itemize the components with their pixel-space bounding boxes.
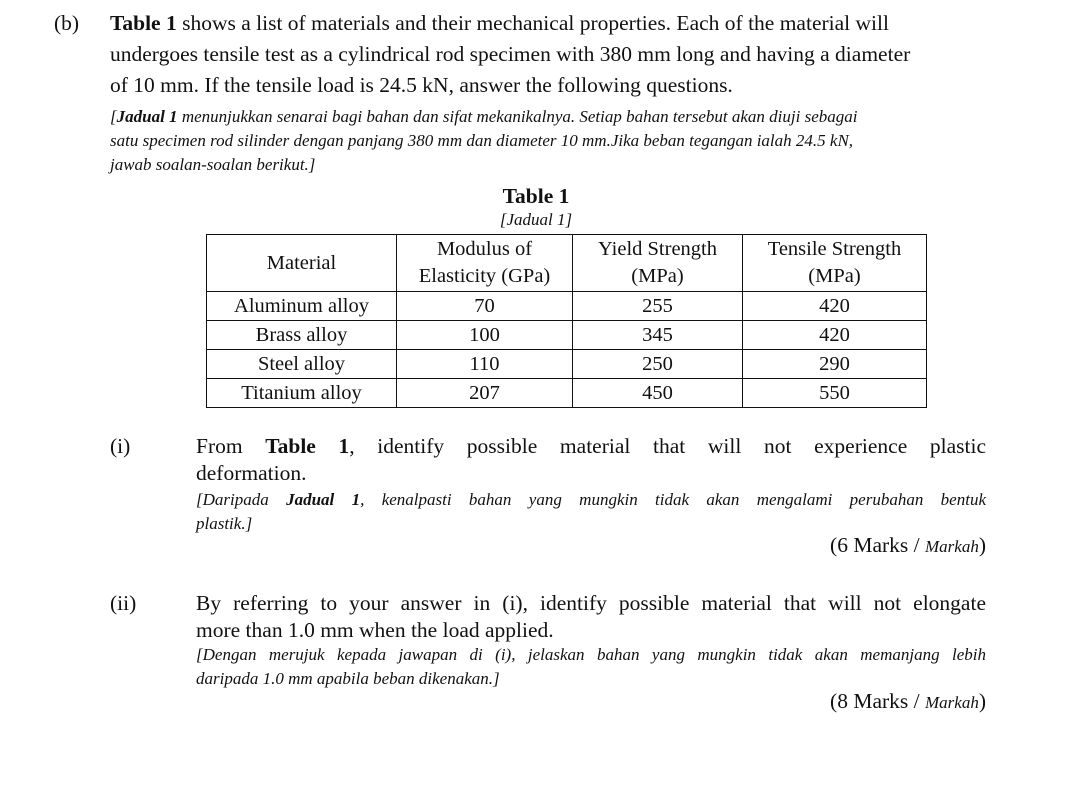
intro-line-3: of 10 mm. If the tensile load is 24.5 kN, answer the following questions. [110, 73, 733, 97]
q1-line-2: deformation. [196, 461, 307, 485]
malay-line-3: jawab soalan-soalan berikut.] [110, 155, 316, 174]
q2-malay-line-1: [Dengan merujuk kepada jawapan di (i), jelaskan bahan yang mungkin tidak akan memanjang lebih [196, 645, 986, 664]
q2-line-2: more than 1.0 mm when the load applied. [196, 618, 554, 642]
header-yield: Yield Strength (MPa) [573, 235, 743, 292]
q1-text [196, 431, 986, 489]
q1-label: (i) [110, 434, 131, 458]
table-row [207, 379, 927, 408]
intro-line-2: undergoes tensile test as a cylindrical rod specimen with 380 mm long and having a diameter [110, 42, 911, 66]
q2-malay-line-2: daripada 1.0 mm apabila beban dikenakan.] [196, 669, 500, 688]
q2-malay [196, 643, 986, 691]
cell-tensile: 290 [743, 350, 927, 379]
table-row [207, 321, 927, 350]
cell-yield: 250 [573, 350, 743, 379]
cell-material: Titanium alloy [207, 379, 397, 408]
table-row [207, 350, 927, 379]
table-ref: Table 1 [110, 11, 177, 35]
jadual-ref: Jadual 1 [116, 107, 178, 126]
cell-modulus: 207 [397, 379, 573, 408]
materials-table [206, 234, 927, 408]
header-tensile: Tensile Strength (MPa) [743, 235, 927, 292]
cell-tensile: 550 [743, 379, 927, 408]
cell-yield: 345 [573, 321, 743, 350]
cell-material: Steel alloy [207, 350, 397, 379]
table-subtitle: [Jadual 1] [499, 210, 573, 229]
cell-tensile: 420 [743, 292, 927, 321]
cell-yield: 450 [573, 379, 743, 408]
cell-modulus: 100 [397, 321, 573, 350]
table-row [207, 292, 927, 321]
q1-malay [196, 488, 986, 536]
intro-text [110, 8, 986, 101]
cell-yield: 255 [573, 292, 743, 321]
q1-marks: (6 Marks / Markah) [830, 533, 986, 557]
q1-jadual-ref: Jadual 1 [286, 490, 361, 509]
q2-line-1: By referring to your answer in (i), identify possible material that will not elongate [196, 591, 986, 615]
cell-modulus: 110 [397, 350, 573, 379]
cell-modulus: 70 [397, 292, 573, 321]
intro-malay [110, 105, 986, 177]
q2-label: (ii) [110, 591, 137, 615]
q1-malay-line-1: [Daripada Jadual 1, kenalpasti bahan yang mungkin tidak akan mengalami perubahan bentuk [196, 490, 986, 509]
cell-material: Aluminum alloy [207, 292, 397, 321]
malay-line-2: satu specimen rod silinder dengan panjang 380 mm dan diameter 10 mm.Jika beban tegangan ialah 24.5 kN, [110, 131, 854, 150]
cell-material: Brass alloy [207, 321, 397, 350]
malay-line-1: [Jadual 1 menunjukkan senarai bagi bahan dan sifat mekanikalnya. Setiap bahan tersebut akan diuji sebagai [110, 107, 858, 126]
table-header-row [207, 235, 927, 292]
cell-tensile: 420 [743, 321, 927, 350]
q1-malay-line-2: plastik.] [196, 514, 253, 533]
table-title: Table 1 [502, 184, 570, 208]
intro-line-1: Table 1 shows a list of materials and their mechanical properties. Each of the material will [110, 11, 889, 35]
q2-text [196, 588, 986, 646]
q1-line-1: From Table 1, identify possible material that will not experience plastic [196, 434, 987, 458]
part-label: (b) [54, 11, 80, 35]
q2-marks: (8 Marks / Markah) [830, 689, 986, 713]
q1-table-ref: Table 1 [265, 434, 350, 458]
header-modulus: Modulus of Elasticity (GPa) [397, 235, 573, 292]
header-material: Material [207, 235, 397, 292]
